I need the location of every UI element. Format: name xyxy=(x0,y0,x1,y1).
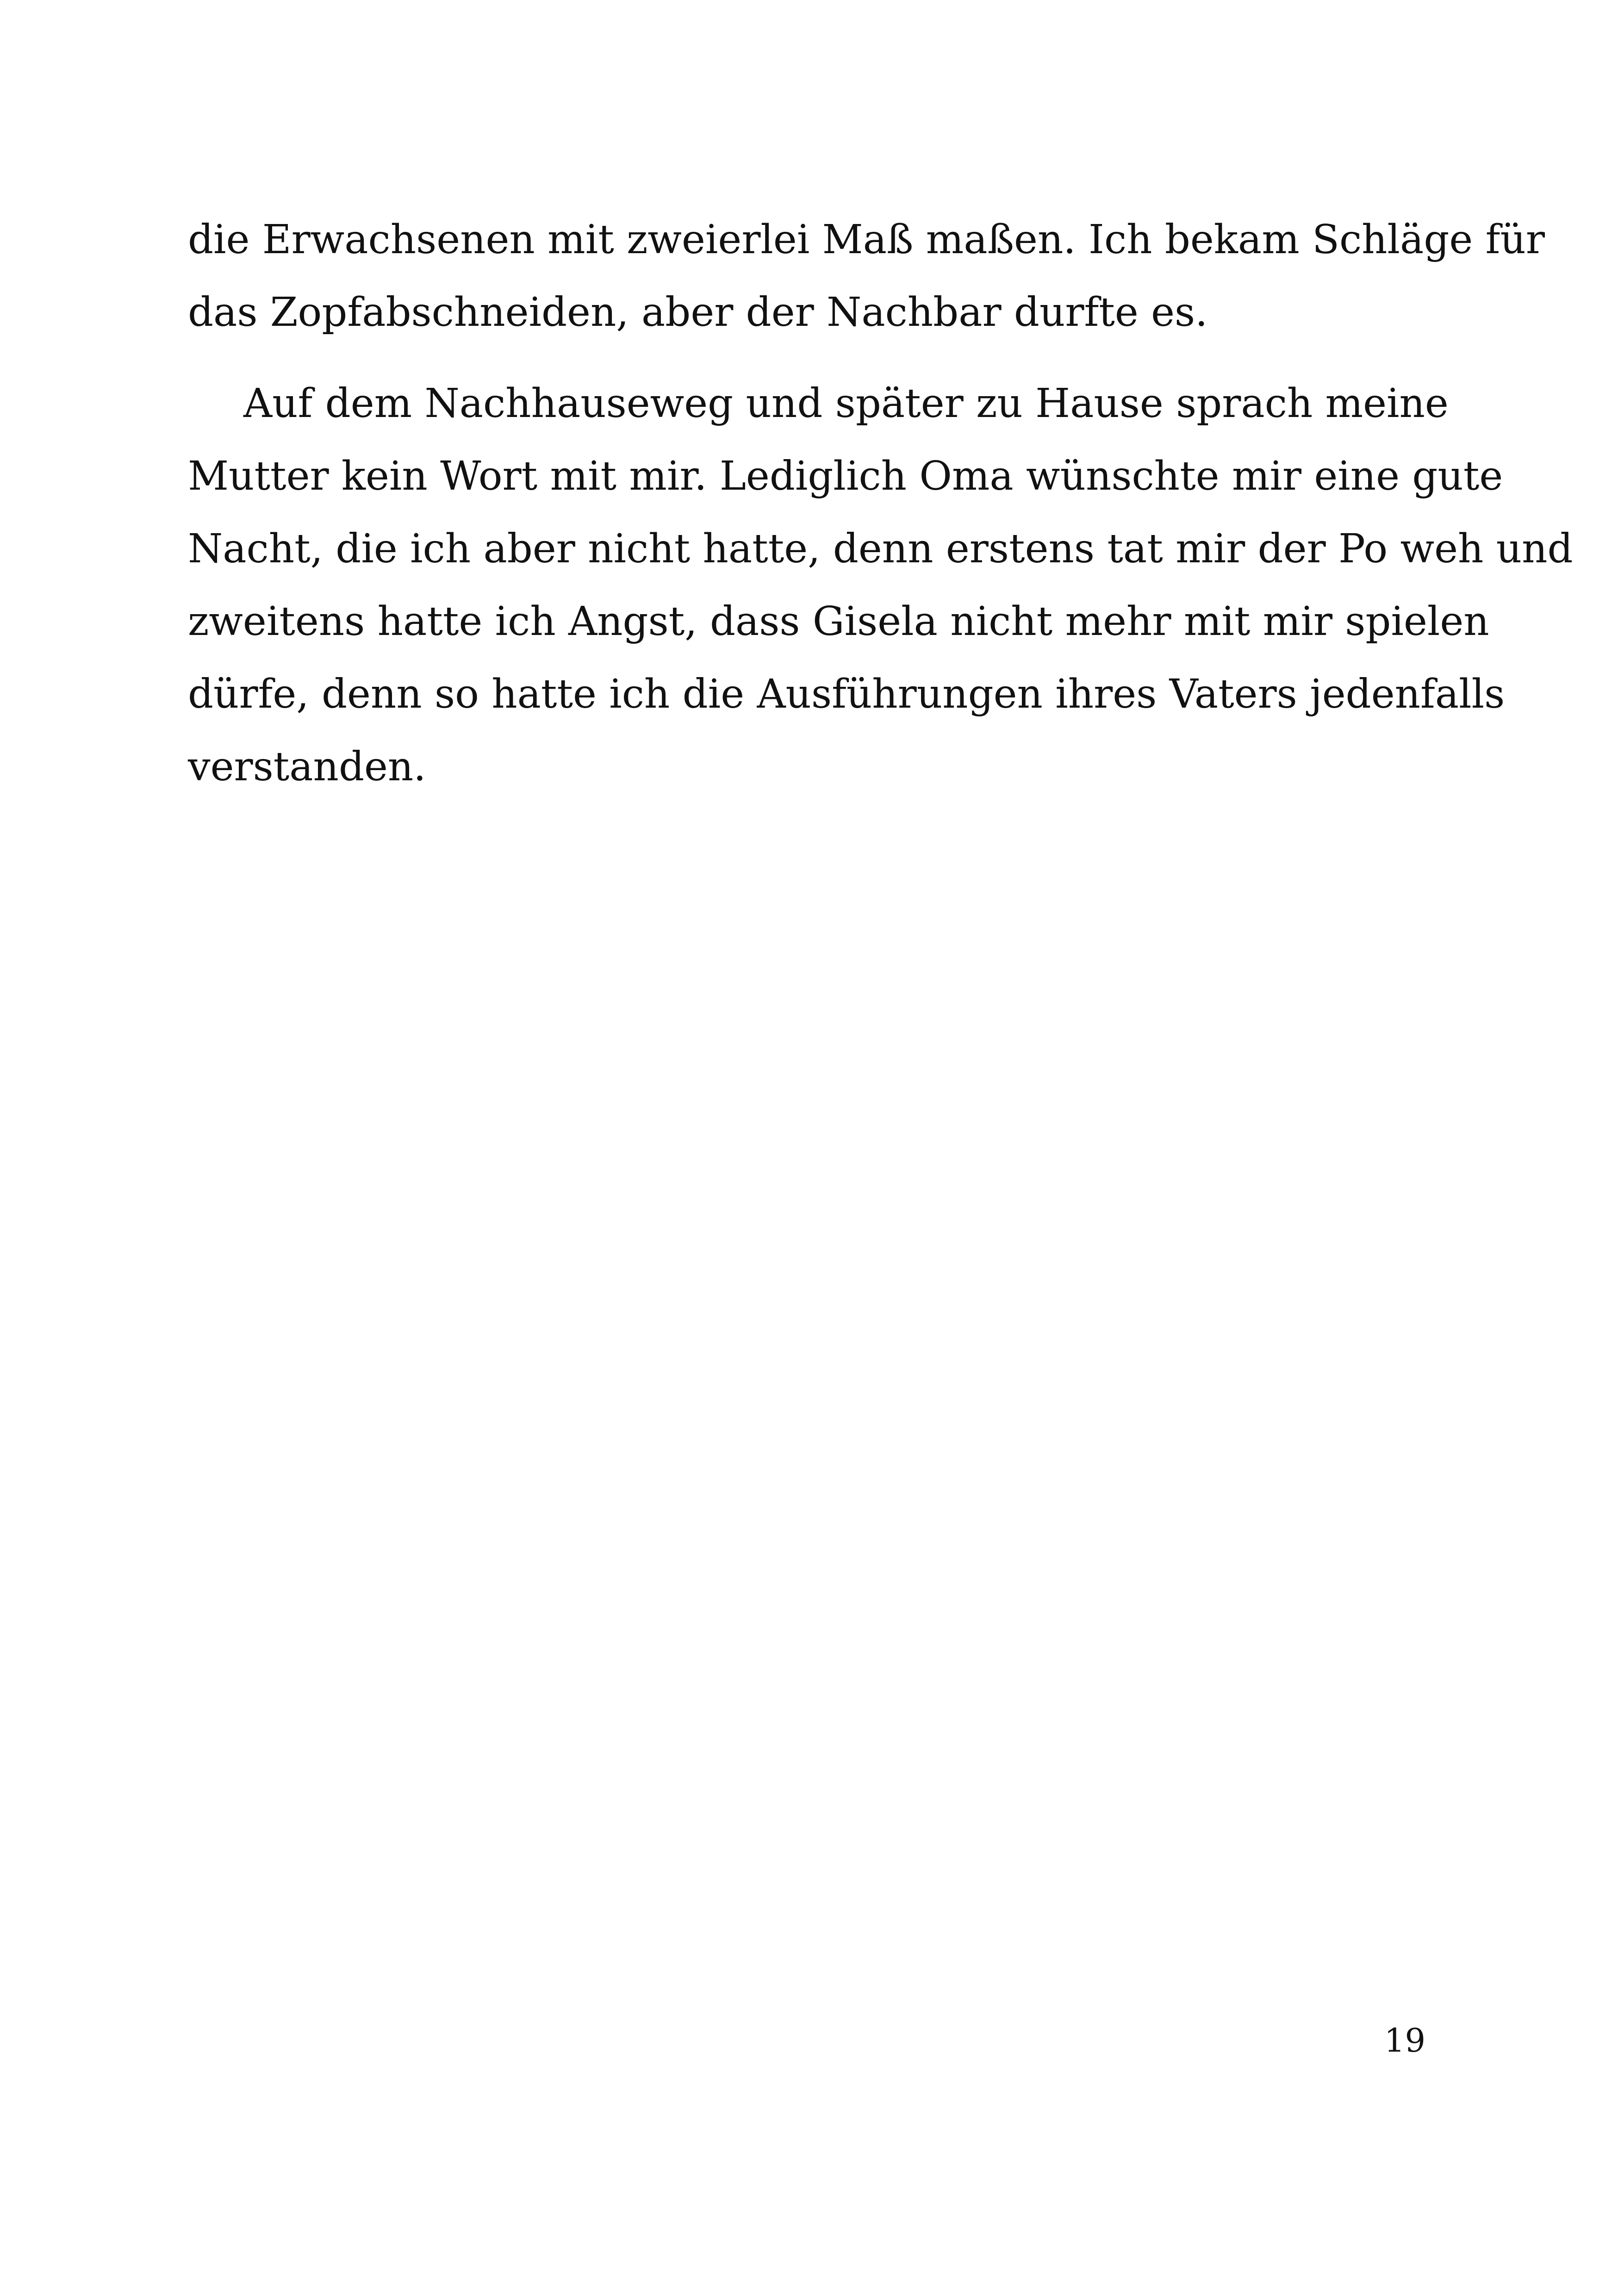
text-line: das Zopfabschneiden, aber der Nachbar durfte es. xyxy=(188,289,1208,336)
paragraph-1 xyxy=(188,204,1545,349)
text-line: verstanden. xyxy=(188,744,426,790)
page-number: 19 xyxy=(1384,2022,1425,2060)
text-line: Mutter kein Wort mit mir. Lediglich Oma wünschte mir eine gute xyxy=(188,453,1503,499)
text-line: zweitens hatte ich Angst, dass Gisela nicht mehr mit mir spielen xyxy=(188,598,1489,645)
text-line: dürfe, denn so hatte ich die Ausführungen ihres Vaters jedenfalls xyxy=(188,671,1505,717)
paragraph-2 xyxy=(188,367,1573,803)
body-text xyxy=(188,204,1573,803)
text-line: Nacht, die ich aber nicht hatte, denn erstens tat mir der Po weh und xyxy=(188,526,1573,572)
text-line: Auf dem Nachhauseweg und später zu Hause sprach meine xyxy=(243,380,1449,427)
text-line: die Erwachsenen mit zweierlei Maß maßen. Ich bekam Schläge für xyxy=(188,217,1545,263)
